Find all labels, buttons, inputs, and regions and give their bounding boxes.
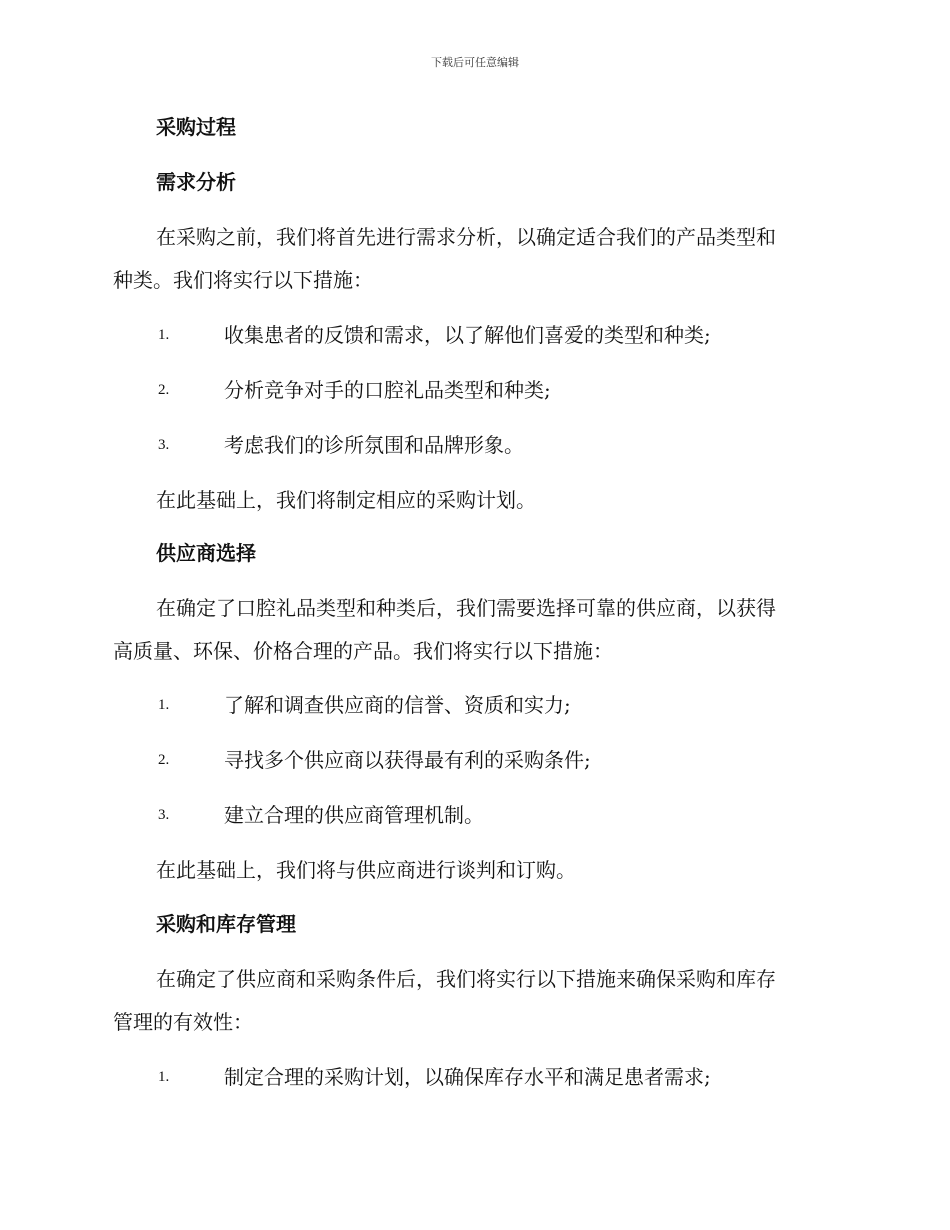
list-item-number: 3.	[158, 807, 170, 823]
heading-purchase-inventory: 采购和库存管理	[156, 912, 296, 936]
supplier-conclusion: 在此基础上，我们将与供应商进行谈判和订购。	[156, 858, 576, 882]
list-item-text: 制定合理的采购计划，以确保库存水平和满足患者需求;	[224, 1065, 711, 1089]
list-item-number: 2.	[158, 382, 170, 398]
list-item-text: 收集患者的反馈和需求，以了解他们喜爱的类型和种类;	[224, 323, 711, 347]
inventory-intro-line-1: 在确定了供应商和采购条件后，我们将实行以下措施来确保采购和库存	[156, 967, 776, 991]
list-item-number: 1.	[158, 1069, 170, 1085]
list-item-text: 考虑我们的诊所氛围和品牌形象。	[224, 433, 524, 457]
supplier-intro-line-1: 在确定了口腔礼品类型和种类后，我们需要选择可靠的供应商，以获得	[156, 596, 776, 620]
heading-supplier-selection: 供应商选择	[156, 541, 256, 565]
heading-demand-analysis: 需求分析	[156, 170, 236, 194]
list-item-number: 1.	[158, 327, 170, 343]
list-item-text: 分析竞争对手的口腔礼品类型和种类;	[224, 378, 551, 402]
list-item-text: 寻找多个供应商以获得最有利的采购条件;	[224, 748, 591, 772]
list-item-number: 2.	[158, 752, 170, 768]
page-header-note: 下载后可任意编辑	[431, 56, 519, 69]
demand-intro-line-1: 在采购之前，我们将首先进行需求分析，以确定适合我们的产品类型和	[156, 225, 776, 249]
list-item-text: 建立合理的供应商管理机制。	[224, 803, 484, 827]
list-item-number: 1.	[158, 697, 170, 713]
list-item-text: 了解和调查供应商的信誉、资质和实力;	[224, 693, 571, 717]
supplier-intro-line-2: 高质量、环保、价格合理的产品。我们将实行以下措施：	[113, 639, 613, 663]
demand-intro-line-2: 种类。我们将实行以下措施：	[113, 268, 373, 292]
list-item-number: 3.	[158, 437, 170, 453]
demand-conclusion: 在此基础上，我们将制定相应的采购计划。	[156, 488, 536, 512]
inventory-intro-line-2: 管理的有效性：	[113, 1010, 253, 1034]
section-title: 采购过程	[156, 115, 236, 139]
